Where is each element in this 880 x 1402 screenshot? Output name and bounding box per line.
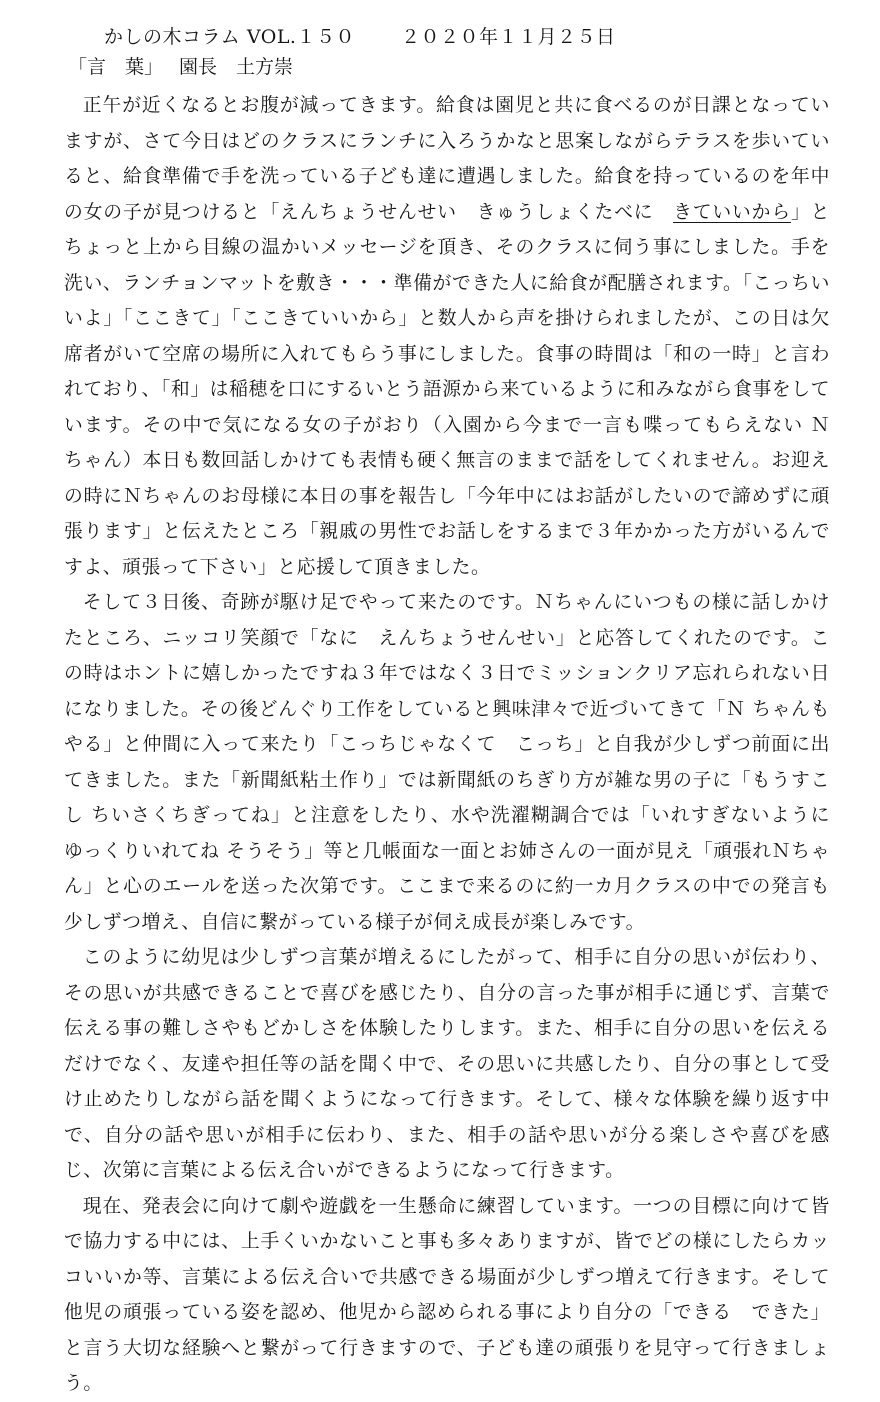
paragraph-1 <box>64 88 830 585</box>
topic-title: 「言 葉」 <box>68 56 164 78</box>
column-title: かしの木コラム VOL.１５０ <box>104 26 355 48</box>
column-body <box>64 88 830 1402</box>
paragraph-1-part-b: 」とちょっと上から目線の温かいメッセージを頂き、そのクラスに伺う事にしました。手を洗い、ランチョンマットを敷き・・・準備ができた人に給食が配膳されます。「こっちいいよ」「ここきて」「ここきていいから」と数人から声を掛けられましたが、この日は欠席者がいて空席の場所に入れてもらう事にしました。食事の時間は「和の一時」と言われており、「和」は稲穂を口にするいとう語源から来ているように和みながら食事をしています。その中で気になる女の子がおり（入園から今まで一言も喋ってもらえない Ｎ ちゃん）本日も数回話しかけても表情も硬く無言のままで話をしてくれません。お迎えの時にＮちゃんのお母様に本日の事を報告し「今年中にはお話がしたいので諦めずに頑張ります」と伝えたところ「親戚の男性でお話しをするまで３年かかった方がいるんですよ、頑張って下さい」と応援して頂きました。 <box>64 201 830 578</box>
author-name: 園長 土方崇 <box>179 56 294 78</box>
column-date: ２０２０年１１月２５日 <box>400 26 616 48</box>
paragraph-2: そして３日後、奇跡が駆け足でやって来たのです。Ｎちゃんにいつもの様に話しかけたところ、ニッコリ笑顔で「なに えんちょうせんせい」と応答してくれたのです。この時はホントに嬉しかったですね３年ではなく３日でミッションクリア忘れられない日になりました。その後どんぐり工作をしていると興味津々で近づいてきて「Ｎ ちゃんもやる」と仲間に入って来たり「こっちじゃなくて こっち」と自我が少しずつ前面に出てきました。また「新聞紙粘土作り」では新聞紙のちぎり方が雑な男の子に「もうすこし ちいさくちぎってね」と注意をしたり、水や洗濯糊調合では「いれすぎないように ゆっくりいれてね そうそう」等と几帳面な一面とお姉さんの一面が見え「頑張れＮちゃん」と心のエールを送った次第です。ここまで来るのに約一カ月クラスの中での発言も少しずつ増え、自信に繋がっている様子が伺え成長が楽しみです。 <box>64 592 830 933</box>
column-subheading <box>68 52 830 82</box>
paragraph-4: 現在、発表会に向けて劇や遊戯を一生懸命に練習しています。一つの目標に向けて皆で協力する中には、上手くいかないこと事も多々ありますが、皆でどの様にしたらカッコいいか等、言葉による伝え合いで共感できる場面が少しずつ増えて行きます。そして他児の頑張っている姿を認め、他児から認められる事により自分の「できる できた」と言う大切な経験へと繋がって行きますので、子ども達の頑張りを見守って行きましょう。 <box>64 1195 830 1394</box>
column-heading <box>104 22 830 52</box>
paragraph-3: このように幼児は少しずつ言葉が増えるにしたがって、相手に自分の思いが伝わり、その思いが共感できることで喜びを感じたり、自分の言った事が相手に通じず、言葉で伝える事の難しさやもどかしさを体験したりします。また、相手に自分の思いを伝えるだけでなく、友達や担任等の話を聞く中で、その思いに共感したり、自分の事として受け止めたりしながら話を聞くようになって行きます。そして、様々な体験を繰り返す中で、自分の話や思いが相手に伝わり、また、相手の話や思いが分る楽しさや喜びを感じ、次第に言葉による伝え合いができるようになって行きます。 <box>64 947 830 1181</box>
paragraph-1-part-a: 正午が近くなるとお腹が減ってきます。給食は園児と共に食べるのが日課となっていますが、さて今日はどのクラスにランチに入ろうかなと思案しながらテラスを歩いていると、給食準備で手を洗っている子ども達に遭遇しました。給食を持っているのを年中の女の子が見つけると「えんちょうせんせい きゅうしょくたべに <box>64 95 830 223</box>
underlined-quote: きていいから <box>673 201 791 223</box>
